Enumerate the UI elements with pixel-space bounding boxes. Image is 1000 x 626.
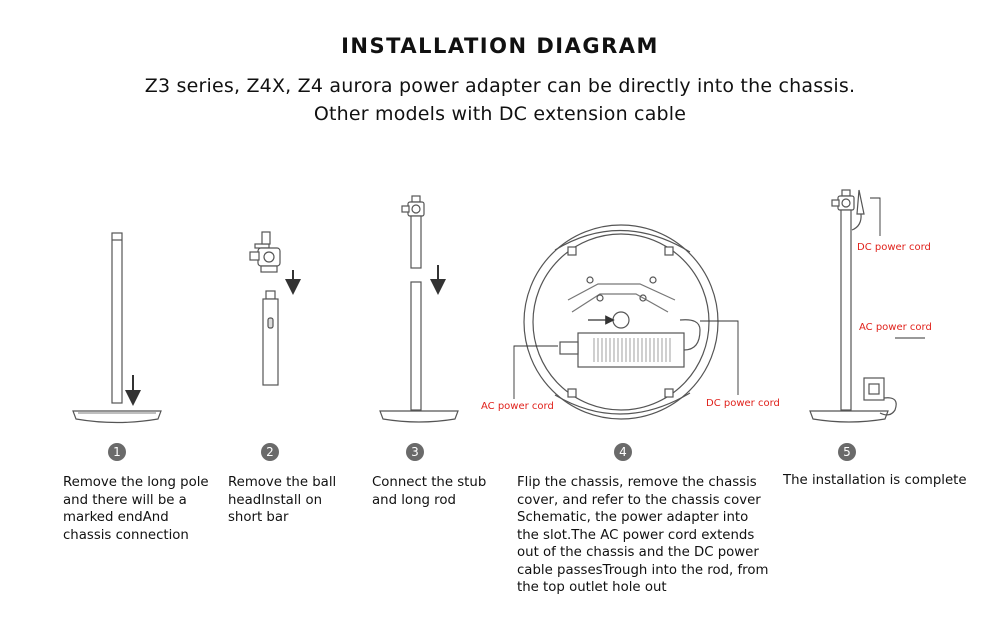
step-4-description: Flip the chassis, remove the chassis cover, and refer to the chassis cover Schematic, the power adapter into the slot.The AC power cord extends out of the chassis and the DC power cable passesTrough into the rod, from the top outlet hole out [517, 475, 769, 595]
step-1-illustration [73, 233, 161, 423]
step-5-badge: 5 [838, 443, 856, 461]
chassis-base [380, 411, 458, 422]
assembled-rod [841, 210, 851, 410]
step-4-illustration [514, 225, 738, 419]
stub-rod [411, 216, 421, 268]
ac-power-cord-label: AC power cord [859, 322, 932, 333]
subtitle-line-2: Other models with DC extension cable [313, 103, 687, 125]
step-2-description: Remove the ball headInstall on short bar [228, 475, 337, 525]
step-1-badge: 1 [108, 443, 126, 461]
ac-cord-leader [514, 346, 558, 399]
ac-plug [560, 342, 578, 354]
step-5-description: The installation is complete [783, 473, 967, 488]
dc-power-cord-label: DC power cord [706, 398, 780, 409]
chassis-base [810, 411, 888, 422]
step-3-description: Connect the stub and long rod [372, 475, 487, 508]
step-3-illustration [380, 196, 458, 422]
page-title: INSTALLATION DIAGRAM [341, 34, 659, 58]
step-4-badge: 4 [614, 443, 632, 461]
step-2-badge: 2 [261, 443, 279, 461]
dc-cord-leader [700, 321, 738, 395]
step-1-description: Remove the long pole and there will be a marked endAnd chassis connection [63, 475, 209, 543]
short-bar [263, 299, 278, 385]
long-rod [411, 282, 421, 410]
step-2-illustration [250, 232, 293, 385]
short-bar-top [266, 291, 275, 299]
ac-power-cord-label: AC power cord [481, 401, 554, 412]
subtitle-line-1: Z3 series, Z4X, Z4 aurora power adapter can be directly into the chassis. [144, 75, 856, 97]
dc-power-cord-label: DC power cord [857, 242, 931, 253]
step-3-badge: 3 [406, 443, 424, 461]
dc-cord-leader [870, 198, 880, 236]
long-pole [112, 233, 122, 403]
step-5-illustration [810, 190, 925, 422]
